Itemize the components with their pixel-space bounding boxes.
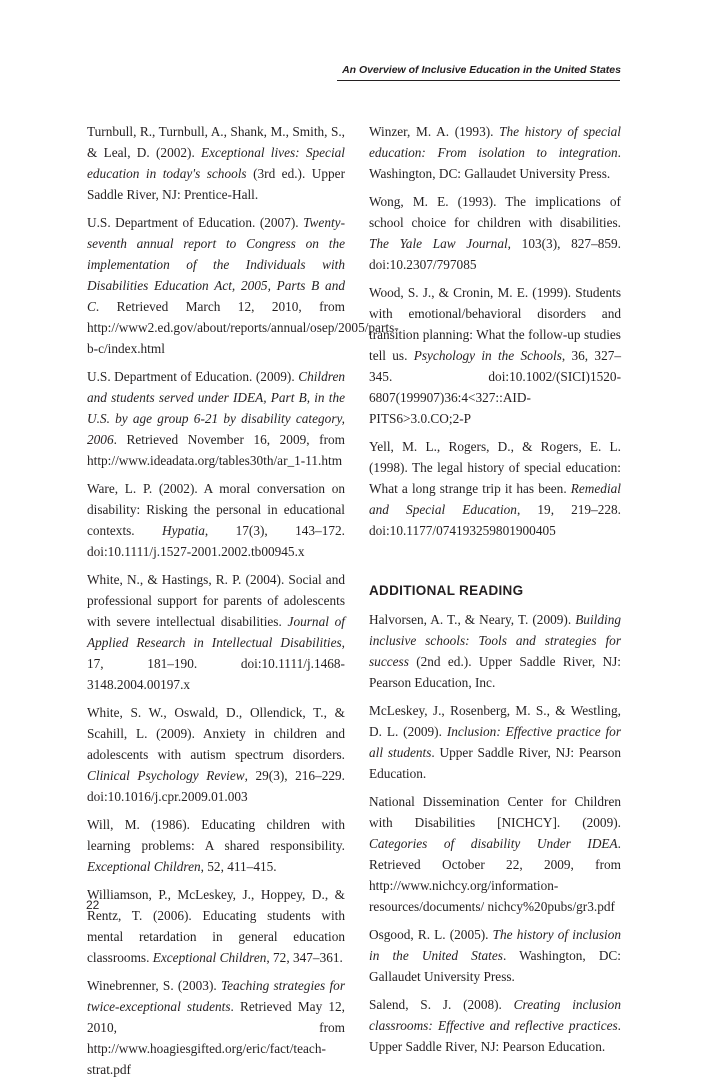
additional-reading-entry: Osgood, R. L. (2005). The history of inclusion in the United States. Washington, DC: Gallaudet University Press. bbox=[369, 927, 622, 984]
page-number: 22 bbox=[86, 898, 100, 912]
reference-entry: Winzer, M. A. (1993). The history of special education: From isolation to integration. Washington, DC: Gallaudet University Press. bbox=[369, 124, 621, 181]
reference-entry: U.S. Department of Education. (2009). Children and students served under IDEA, Part B, in the U.S. by age group 6-21 by disability category, 2006. Retrieved November 16, 2009, from http://www.ideadata.org/tables30th/ar_1-11.htm bbox=[87, 369, 345, 468]
additional-reading-entry: Halvorsen, A. T., & Neary, T. (2009). Building inclusive schools: Tools and strategies for success (2nd ed.). Upper Saddle River, NJ: Pearson Education, Inc. bbox=[369, 612, 621, 690]
additional-reading-entry: National Dissemination Center for Children with Disabilities [NICHCY]. (2009). Categories of disability Under IDEA. Retrieved October 22, 2009, from http://www.nichcy.org/information-resources/documents/ nichcy%20pubs/gr3.pdf bbox=[369, 794, 621, 914]
reference-entry: White, N., & Hastings, R. P. (2004). Social and professional support for parents of adolescents with severe intellectual disabilities. Journal of Applied Research in Intellectual Disabilities, 17, 181–190. doi:10.1111/j.1468-3148.2004.00197.x bbox=[87, 572, 345, 692]
reference-entry: Turnbull, R., Turnbull, A., Shank, M., Smith, S., & Leal, D. (2002). Exceptional lives: Special education in today's schools (3rd ed.). Upper Saddle River, NJ: Prentice-Hall. bbox=[87, 124, 345, 202]
reference-entry: White, S. W., Oswald, D., Ollendick, T., & Scahill, L. (2009). Anxiety in children and adolescents with autism spectrum disorders. Clinical Psychology Review, 29(3), 216–229. doi:10.1016/j.cpr.2009.01.003 bbox=[87, 705, 345, 804]
additional-reading-heading: ADDITIONAL READING bbox=[369, 583, 524, 598]
reference-entry: Winebrenner, S. (2003). Teaching strategies for twice-exceptional students. Retrieved May 12, 2010, from http://www.hoagiesgifted.org/eric/fact/teach-strat.pdf bbox=[87, 978, 346, 1077]
reference-entry: Williamson, P., McLeskey, J., Hoppey, D., & Rentz, T. (2006). Educating students with mental retardation in general education classrooms. Exceptional Children, 72, 347–361. bbox=[87, 887, 345, 965]
reference-entry: Will, M. (1986). Educating children with learning problems: A shared responsibility. Exceptional Children, 52, 411–415. bbox=[87, 817, 345, 874]
right-reference-column bbox=[369, 121, 621, 1064]
reference-entry: Wong, M. E. (1993). The implications of school choice for children with disabilities. The Yale Law Journal, 103(3), 827–859. doi:10.2307/797085 bbox=[369, 194, 621, 272]
reference-entry: Wood, S. J., & Cronin, M. E. (1999). Students with emotional/behavioral disorders and transition planning: What the follow-up studies tell us. Psychology in the Schools, 36, 327–345. doi:10.1002/(SICI)1520-6807(199907)36:4<327::AID-PITS6>3.0.CO;2-P bbox=[369, 285, 622, 426]
reference-entry: Yell, M. L., Rogers, D., & Rogers, E. L. (1998). The legal history of special education: What a long strange trip it has been. Remedial and Special Education, 19, 219–228. doi:10.1177/074193259801900405 bbox=[369, 439, 621, 538]
left-reference-column bbox=[87, 121, 399, 1087]
header-rule bbox=[337, 80, 620, 81]
running-header-title: An Overview of Inclusive Education in the United States bbox=[342, 64, 621, 76]
additional-reading-entry: Salend, S. J. (2008). Creating inclusion classrooms: Effective and reflective practices. Upper Saddle River, NJ: Pearson Education. bbox=[369, 997, 621, 1054]
reference-entry: U.S. Department of Education. (2007). Twenty-seventh annual report to Congress on the implementation of the Individuals with Disabilities Education Act, 2005, Parts B and C. Retrieved March 12, 2010, from http://www2.ed.gov/about/reports/annual/osep/2005/parts-b-c/index.html bbox=[87, 215, 399, 356]
reference-entry: Ware, L. P. (2002). A moral conversation on disability: Risking the personal in educational contexts. Hypatia, 17(3), 143–172. doi:10.1111/j.1527-2001.2002.tb00945.x bbox=[87, 481, 345, 559]
additional-reading-entry: McLeskey, J., Rosenberg, M. S., & Westling, D. L. (2009). Inclusion: Effective practice for all students. Upper Saddle River, NJ: Pearson Education. bbox=[369, 703, 622, 781]
